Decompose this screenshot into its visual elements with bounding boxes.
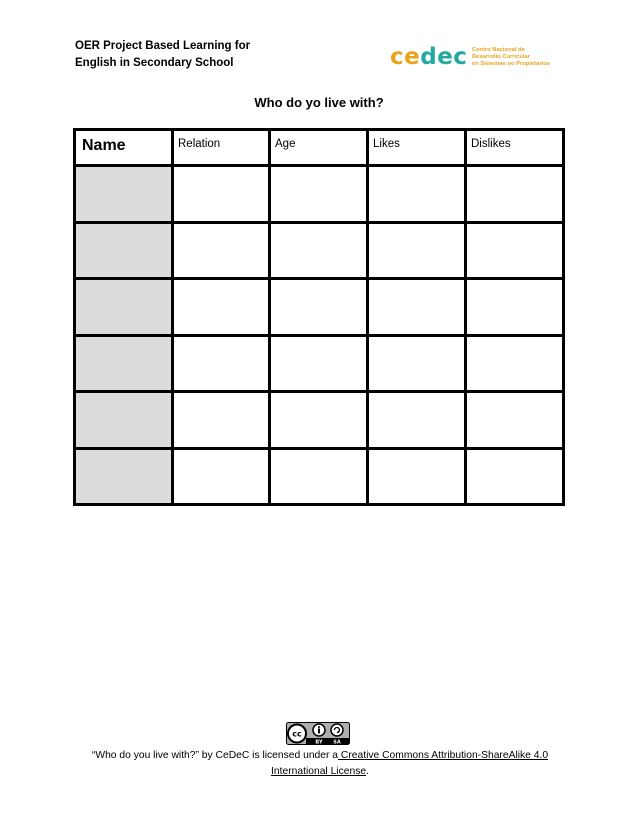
header-dislikes: Dislikes bbox=[466, 130, 564, 166]
name-cell[interactable] bbox=[75, 166, 173, 223]
family-table bbox=[73, 128, 565, 506]
table-cell[interactable] bbox=[368, 335, 466, 392]
table-row bbox=[75, 222, 564, 279]
footer-period: . bbox=[366, 766, 369, 777]
table-cell[interactable] bbox=[173, 392, 270, 449]
table-cell[interactable] bbox=[270, 448, 368, 505]
header-likes: Likes bbox=[368, 130, 466, 166]
cc-label-by: BY bbox=[315, 739, 323, 745]
logo-word-part1: ce bbox=[390, 44, 421, 70]
cc-label-sa: SA bbox=[333, 739, 341, 745]
cedec-logo bbox=[390, 44, 570, 72]
table-cell[interactable] bbox=[173, 166, 270, 223]
header-relation: Relation bbox=[173, 130, 270, 166]
name-cell[interactable] bbox=[75, 279, 173, 336]
logo-sub-line-2: Desarrollo Curricular bbox=[472, 54, 530, 60]
license-footer bbox=[80, 748, 560, 780]
table-cell[interactable] bbox=[466, 222, 564, 279]
cc-by-sa-icon bbox=[286, 722, 350, 745]
logo-sub-line-1: Centro Nacional de bbox=[472, 47, 525, 53]
logo-word bbox=[390, 44, 467, 70]
name-cell[interactable] bbox=[75, 222, 173, 279]
table-row bbox=[75, 166, 564, 223]
logo-subtitle bbox=[472, 47, 572, 68]
table-cell[interactable] bbox=[466, 279, 564, 336]
table-cell[interactable] bbox=[173, 448, 270, 505]
table-row bbox=[75, 335, 564, 392]
table-cell[interactable] bbox=[368, 166, 466, 223]
table-cell[interactable] bbox=[368, 279, 466, 336]
name-cell[interactable] bbox=[75, 335, 173, 392]
header-line-1: OER Project Based Learning for bbox=[75, 40, 251, 52]
table-header-row bbox=[75, 130, 564, 166]
table-cell[interactable] bbox=[270, 392, 368, 449]
svg-text:cc: cc bbox=[292, 729, 302, 739]
name-cell[interactable] bbox=[75, 392, 173, 449]
footer-text: “Who do you live with?” by CeDeC is licensed under a bbox=[91, 750, 339, 761]
table-cell[interactable] bbox=[466, 392, 564, 449]
header-age: Age bbox=[270, 130, 368, 166]
table-cell[interactable] bbox=[368, 448, 466, 505]
table-cell[interactable] bbox=[270, 166, 368, 223]
table-cell[interactable] bbox=[173, 222, 270, 279]
table-cell[interactable] bbox=[270, 222, 368, 279]
logo-sub-line-3: en Sistemas no Propietarios bbox=[472, 61, 550, 67]
table-cell[interactable] bbox=[270, 335, 368, 392]
table-cell[interactable] bbox=[466, 166, 564, 223]
table-row bbox=[75, 448, 564, 505]
header-line-2: English in Secondary School bbox=[75, 57, 234, 69]
table-row bbox=[75, 392, 564, 449]
table-cell[interactable] bbox=[466, 335, 564, 392]
table-row bbox=[75, 279, 564, 336]
table-cell[interactable] bbox=[368, 222, 466, 279]
page-title: Who do yo live with? bbox=[254, 95, 384, 110]
table-cell[interactable] bbox=[368, 392, 466, 449]
license-link-part1[interactable]: Creative Commons Attribution-ShareAlike 4.0 bbox=[338, 750, 549, 761]
table-cell[interactable] bbox=[173, 279, 270, 336]
document-header bbox=[75, 38, 335, 72]
table-cell[interactable] bbox=[173, 335, 270, 392]
table-cell[interactable] bbox=[270, 279, 368, 336]
license-link-part2[interactable]: International License bbox=[271, 766, 367, 777]
name-cell[interactable] bbox=[75, 448, 173, 505]
logo-word-part2: dec bbox=[420, 44, 468, 70]
header-name: Name bbox=[75, 130, 173, 166]
table-cell[interactable] bbox=[466, 448, 564, 505]
